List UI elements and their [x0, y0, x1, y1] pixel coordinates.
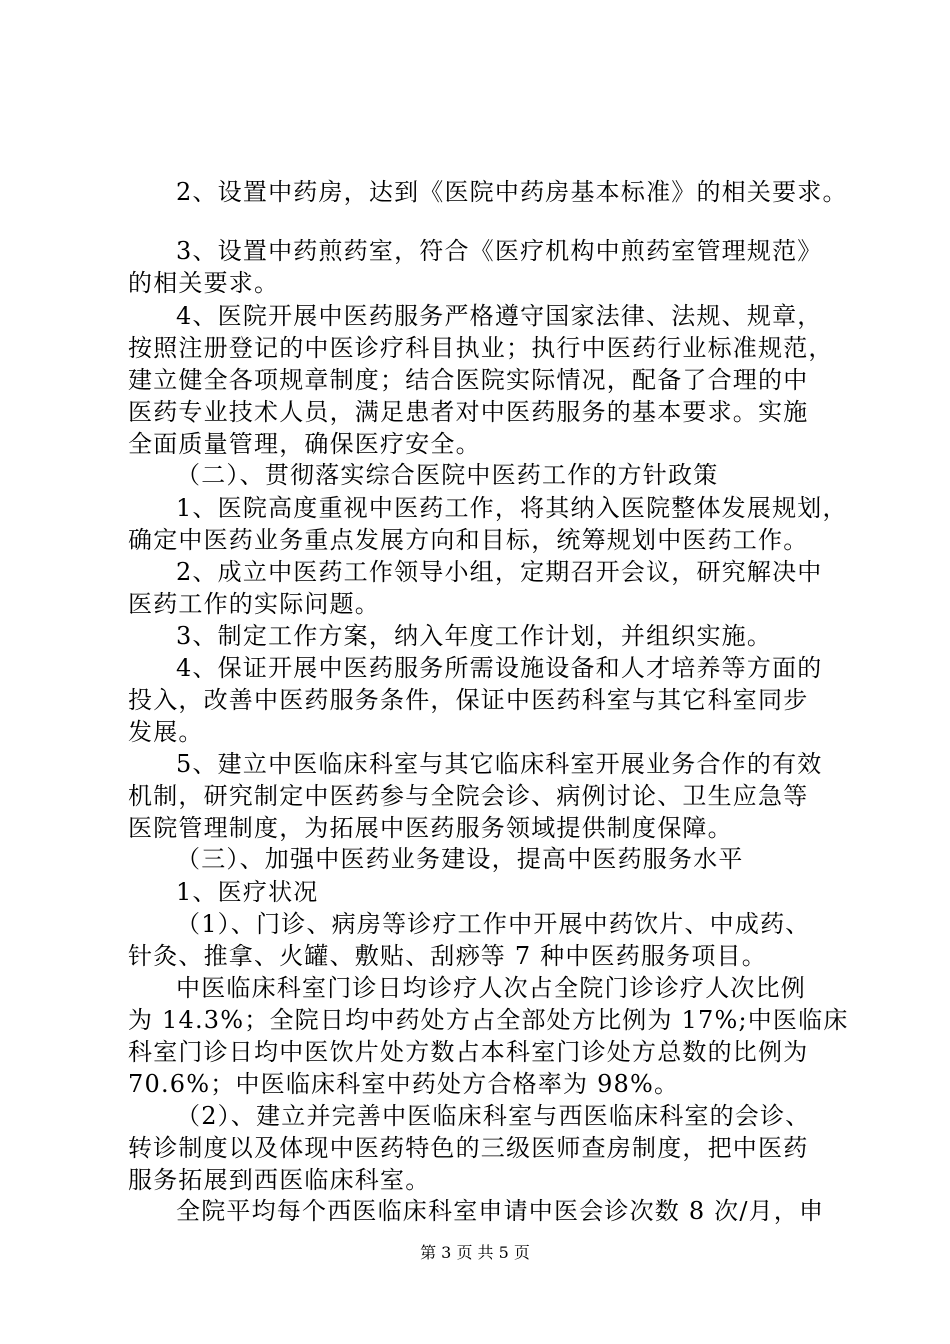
text-line: 4、医院开展中医药服务严格遵守国家法律、法规、规章， — [176, 302, 823, 330]
text-line: 投入，改善中医药服务条件，保证中医药科室与其它科室同步 — [128, 686, 809, 714]
text-line: 建立健全各项规章制度；结合医院实际情况，配备了合理的中 — [128, 366, 809, 394]
text-line: 医药专业技术人员，满足患者对中医药服务的基本要求。实施 — [128, 398, 809, 426]
text-line: 确定中医药业务重点发展方向和目标，统筹规划中医药工作。 — [128, 526, 809, 554]
text-line: 3、制定工作方案，纳入年度工作计划，并组织实施。 — [176, 622, 773, 650]
text-line: 全院平均每个西医临床科室申请中医会诊次数 8 次/月，申 — [176, 1197, 825, 1225]
subsection-heading: 1、医疗状况 — [176, 878, 319, 906]
text-line: 发展。 — [128, 718, 204, 746]
section-heading: （二）、贯彻落实综合医院中医药工作的方针政策 — [176, 461, 719, 489]
text-line: 为 14.3%；全院日均中药处方占全部处方比例为 17%;中医临床 — [128, 1006, 849, 1034]
text-line: 机制，研究制定中医药参与全院会诊、病例讨论、卫生应急等 — [128, 782, 809, 810]
text-line: 服务拓展到西医临床科室。 — [128, 1166, 431, 1194]
text-line: 4、保证开展中医药服务所需设施设备和人才培养等方面的 — [176, 654, 823, 682]
text-line: 2、设置中药房，达到《医院中药房基本标准》的相关要求。 — [176, 178, 848, 206]
text-line: 医药工作的实际问题。 — [128, 590, 380, 618]
text-line: 医院管理制度，为拓展中医药服务领域提供制度保障。 — [128, 814, 733, 842]
text-line: （1）、门诊、病房等诊疗工作中开展中药饮片、中成药、 — [176, 910, 811, 938]
text-line: 科室门诊日均中医饮片处方数占本科室门诊处方总数的比例为 — [128, 1038, 809, 1066]
text-line: 2、成立中医药工作领导小组，定期召开会议，研究解决中 — [176, 558, 823, 586]
section-heading: （三）、加强中医药业务建设，提高中医药服务水平 — [176, 845, 744, 873]
text-line: 按照注册登记的中医诊疗科目执业；执行中医药行业标准规范， — [128, 334, 834, 362]
text-line: 5、建立中医临床科室与其它临床科室开展业务合作的有效 — [176, 750, 823, 778]
text-line: 1、医院高度重视中医药工作，将其纳入医院整体发展规划， — [176, 494, 848, 522]
text-line: 70.6%；中医临床科室中药处方合格率为 98%。 — [128, 1070, 680, 1098]
text-line: （2）、建立并完善中医临床科室与西医临床科室的会诊、 — [176, 1102, 811, 1130]
text-line: 中医临床科室门诊日均诊疗人次占全院门诊诊疗人次比例 — [176, 974, 806, 1002]
page-number-footer: 第 3 页 共 5 页 — [420, 1243, 530, 1262]
text-line: 3、设置中药煎药室，符合《医疗机构中煎药室管理规范》 — [176, 237, 823, 265]
text-line: 针灸、推拿、火罐、敷贴、刮痧等 7 种中医药服务项目。 — [128, 942, 767, 970]
text-line: 的相关要求。 — [128, 269, 280, 297]
text-line: 转诊制度以及体现中医药特色的三级医师查房制度，把中医药 — [128, 1134, 809, 1162]
text-line: 全面质量管理，确保医疗安全。 — [128, 430, 481, 458]
